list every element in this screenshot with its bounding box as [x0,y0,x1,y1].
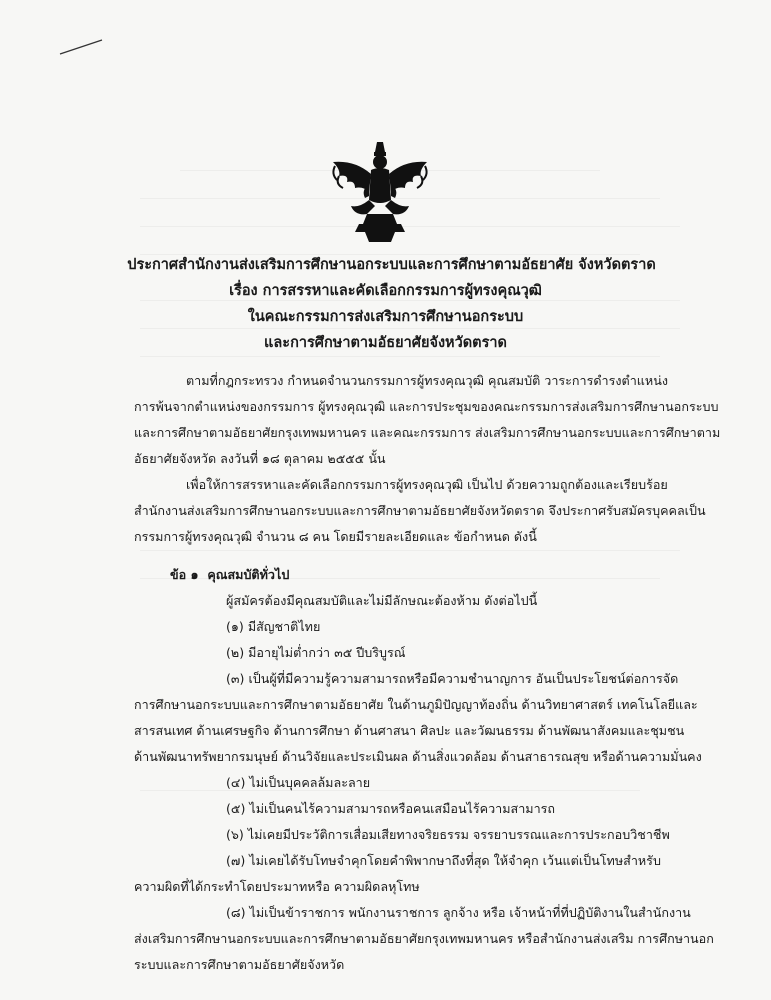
intro-paragraph-2-line: กรรมการผู้ทรงคุณวุฒิ จำนวน ๘ คน โดยมีรายละเอียดและ ข้อกำหนด ดังนี้ [134,529,537,544]
qualification-item: (๘) ไม่เป็นข้าราชการ พนักงานราชการ ลูกจ้าง หรือ เจ้าหน้าที่ที่ปฏิบัติงานในสำนักงาน [226,905,691,920]
qualification-item: (๗) ไม่เคยได้รับโทษจำคุกโดยคำพิพากษาถึงที่สุด ให้จำคุก เว้นแต่เป็นโทษสำหรับ [226,853,661,868]
pen-stroke-mark [58,38,104,56]
intro-paragraph-1-line: อัธยาศัยจังหวัด ลงวันที่ ๑๘ ตุลาคม ๒๕๕๕ นั้น [134,451,386,466]
qualification-item: (๑) มีสัญชาติไทย [226,619,321,634]
qualification-item-continued: ระบบและการศึกษาตามอัธยาศัยจังหวัด [134,957,345,972]
qualification-item-continued: การศึกษานอกระบบและการศึกษาตามอัธยาศัย ในด้านภูมิปัญญาท้องถิ่น ด้านวิทยาศาสตร์ เทคโนโลยีและ [134,697,698,712]
intro-paragraph-1-line: ตามที่กฎกระทรวง กำหนดจำนวนกรรมการผู้ทรงคุณวุฒิ คุณสมบัติ วาระการดำรงตำแหน่ง [186,373,668,388]
qualification-item: (๔) ไม่เป็นบุคคลล้มละลาย [226,775,371,790]
qualification-item: (๖) ไม่เคยมีประวัติการเสื่อมเสียทางจริยธรรม จรรยาบรรณและการประกอบวิชาชีพ [226,827,670,842]
qualification-item-continued: ส่งเสริมการศึกษานอกระบบและการศึกษาตามอัธยาศัยกรุงเทพมหานคร หรือสำนักงานส่งเสริม การศึกษานอก [134,931,714,946]
intro-paragraph-1-line: และการศึกษาตามอัธยาศัยกรุงเทพมหานคร และคณะกรรมการ ส่งเสริมการศึกษานอกระบบและการศึกษาตาม [134,425,721,440]
title-line-committee: ในคณะกรรมการส่งเสริมการศึกษานอกระบบ [247,309,524,325]
qualification-item: (๓) เป็นผู้ที่มีความรู้ความสามารถหรือมีความชำนาญการ อันเป็นประโยชน์ต่อการจัด [226,671,679,686]
qualification-item-continued: สารสนเทศ ด้านเศรษฐกิจ ด้านการศึกษา ด้านศาสนา ศิลปะ และวัฒนธรรม ด้านพัฒนาสังคมและชุมชน [134,723,685,738]
title-line-issuer: ประกาศสำนักงานส่งเสริมการศึกษานอกระบบและการศึกษาตามอัธยาศัย จังหวัดตราด [127,257,656,273]
announcement-title [0,252,771,356]
garuda-emblem-icon [325,140,435,245]
title-line-subject: เรื่อง การสรรหาและคัดเลือกกรรมการผู้ทรงคุณวุฒิ [229,283,542,299]
intro-paragraph-2-line: เพื่อให้การสรรหาและคัดเลือกกรรมการผู้ทรงคุณวุฒิ เป็นไป ด้วยความถูกต้องและเรียบร้อย [186,477,668,492]
qualification-item: (๕) ไม่เป็นคนไร้ความสามารถหรือคนเสมือนไร้ความสามารถ [226,801,556,816]
intro-paragraph-2-line: สำนักงานส่งเสริมการศึกษานอกระบบและการศึกษาตามอัธยาศัยจังหวัดตราด จึงประกาศรับสมัครบุคคลเป็น [134,503,706,518]
qualification-item-continued: ความผิดที่ได้กระทำโดยประมาทหรือ ความผิดลหุโทษ [134,879,420,894]
announcement-body [134,368,721,978]
section-1-heading [134,562,674,588]
title-line-province: และการศึกษาตามอัธยาศัยจังหวัดตราด [264,335,507,351]
section-1-lead: ผู้สมัครต้องมีคุณสมบัติและไม่มีลักษณะต้องห้าม ดังต่อไปนี้ [226,593,538,608]
qualification-item: (๒) มีอายุไม่ต่ำกว่า ๓๕ ปีบริบูรณ์ [226,645,406,660]
qualification-item-continued: ด้านพัฒนาทรัพยากรมนุษย์ ด้านวิจัยและประเมินผล ด้านสิ่งแวดล้อม ด้านสาธารณสุข หรือด้านความมั่นคง [134,749,702,764]
intro-paragraph-1-line: การพ้นจากตำแหน่งของกรรมการ ผู้ทรงคุณวุฒิ และการประชุมของคณะกรรมการส่งเสริมการศึกษานอกระบบ [134,399,719,414]
section-title: คุณสมบัติทั่วไป [207,567,290,582]
section-number: ข้อ ๑ [170,567,199,582]
